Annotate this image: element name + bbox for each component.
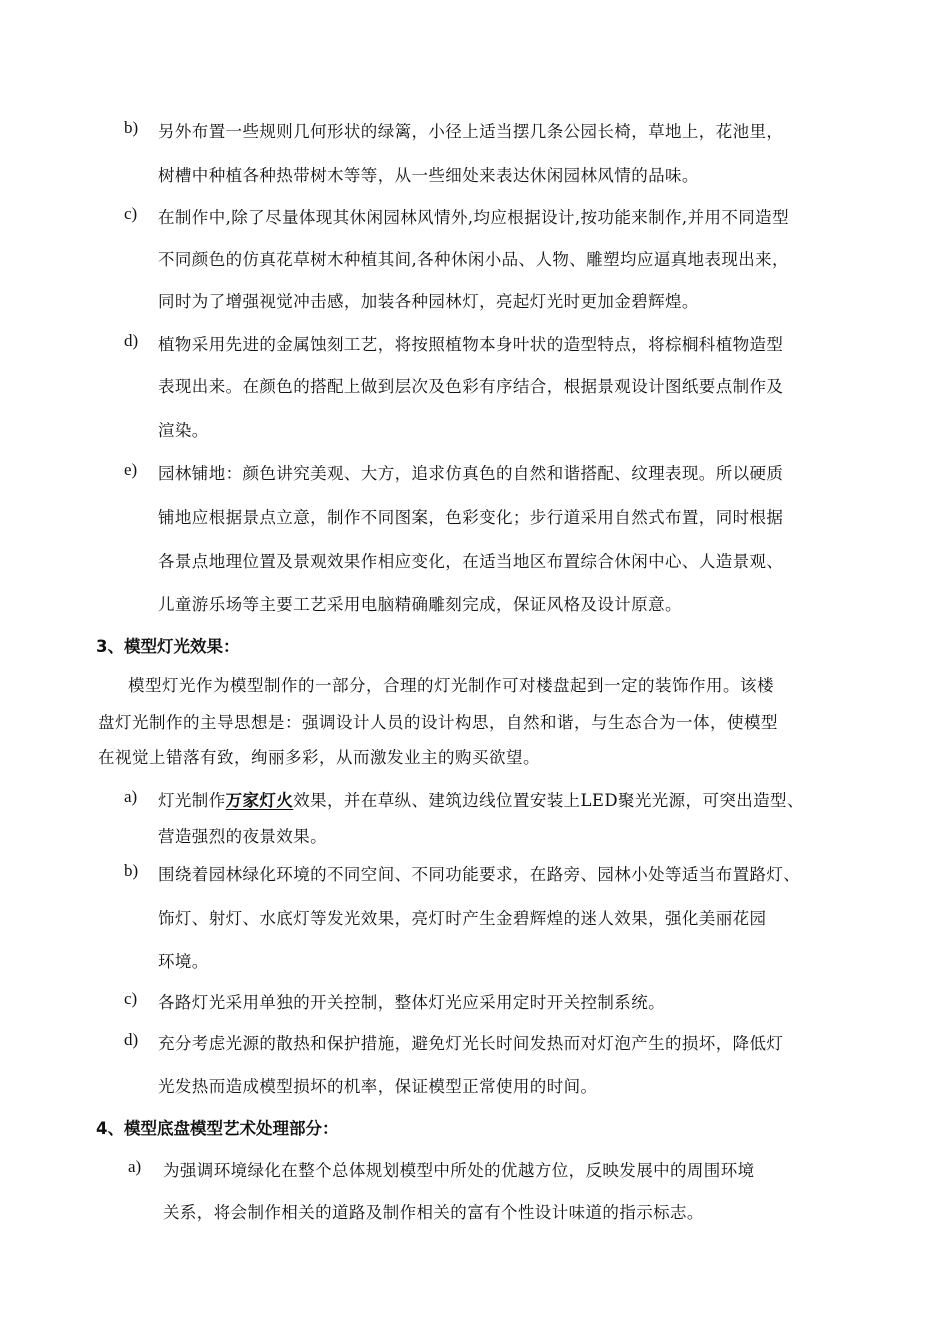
list-item-text: 植物采用先进的金属蚀刻工艺，将按照植物本身叶状的造型特点，将棕榈科植物造型 [158,335,784,354]
list-item-text: 不同颜色的仿真花草树木种植其间,各种休闲小品、人物、雕塑均应逼真地表现出来， [158,250,789,269]
list-item-text: 儿童游乐场等主要工艺采用电脑精确雕刻完成，保证风格及设计原意。 [158,595,682,614]
section-heading: 3、模型灯光效果： [96,637,240,656]
list-item-text: 围绕着园林绿化环境的不同空间、不同功能要求，在路旁、园林小处等适当布置路灯、 [158,865,801,884]
list-item-text: 铺地应根据景点立意，制作不同图案，色彩变化；步行道采用自然式布置，同时根据 [158,508,784,527]
list-marker: e) [124,460,138,479]
list-marker: a) [124,787,138,806]
list-item-text: 为强调环境绿化在整个总体规划模型中所处的优越方位，反映发展中的周围环境 [163,1161,755,1180]
list-item-text: 关系，将会制作相关的道路及制作相关的富有个性设计味道的指示标志。 [163,1203,704,1222]
list-item-text: 饰灯、射灯、水底灯等发光效果，亮灯时产生金碧辉煌的迷人效果，强化美丽花园 [158,909,767,928]
list-item-text: 同时为了增强视觉冲击感，加装各种园林灯，亮起灯光时更加金碧辉煌。 [158,292,699,311]
list-marker: a) [128,1157,142,1176]
list-marker: d) [124,1030,139,1049]
text-run: 灯光制作 [158,791,226,810]
section-heading: 4、模型底盘模型艺术处理部分： [96,1119,339,1138]
list-item-text: 在制作中,除了尽量体现其休闲园林风情外,均应根据设计,按功能来制作,并用不同造型 [158,208,789,227]
list-item-text: 渲染。 [158,421,209,440]
list-marker: c) [124,989,138,1008]
list-item-text: 充分考虑光源的散热和保护措施，避免灯光长时间发热而对灯泡产生的损坏，降低灯 [158,1034,784,1053]
list-item-text: 营造强烈的夜景效果。 [158,827,327,846]
list-marker: c) [124,204,138,223]
list-marker: d) [124,331,139,350]
list-item-text: 环境。 [158,952,209,971]
paragraph-line: 模型灯光作为模型制作的一部分，合理的灯光制作可对楼盘起到一定的装饰作用。该楼 [128,676,774,695]
list-item-text: 光发热而造成模型损坏的机率，保证模型正常使用的时间。 [158,1077,598,1096]
list-item-text: 另外布置一些规则几何形状的绿篱，小径上适当摆几条公园长椅，草地上，花池里， [158,122,784,141]
list-marker: b) [124,118,139,137]
list-marker: b) [124,861,139,880]
list-item-text: 树槽中种植各种热带树木等等，从一些细处来表达休闲园林风情的品味。 [158,166,699,185]
emphasis-text: 万家灯火 [225,791,294,810]
list-item-text: 园林铺地：颜色讲究美观、大方，追求仿真色的自然和谐搭配、纹理表现。所以硬质 [158,464,784,483]
paragraph-line: 盘灯光制作的主导思想是：强调设计人员的设计构思，自然和谐，与生态合为一体，使模型 [98,713,778,732]
list-item-text: 各景点地理位置及景观效果作相应变化，在适当地区布置综合休闲中心、人造景观、 [158,552,784,571]
paragraph-line: 在视觉上错落有致，绚丽多彩，从而激发业主的购买欲望。 [98,748,540,767]
list-item-text [158,787,804,811]
list-item-text: 表现出来。在颜色的搭配上做到层次及色彩有序结合，根据景观设计图纸要点制作及 [158,377,784,396]
list-item-text: 各路灯光采用单独的开关控制，整体灯光应采用定时开关控制系统。 [158,993,665,1012]
text-run: 效果，并在草纵、建筑边线位置安装上LED聚光光源，可突出造型、 [293,791,804,810]
